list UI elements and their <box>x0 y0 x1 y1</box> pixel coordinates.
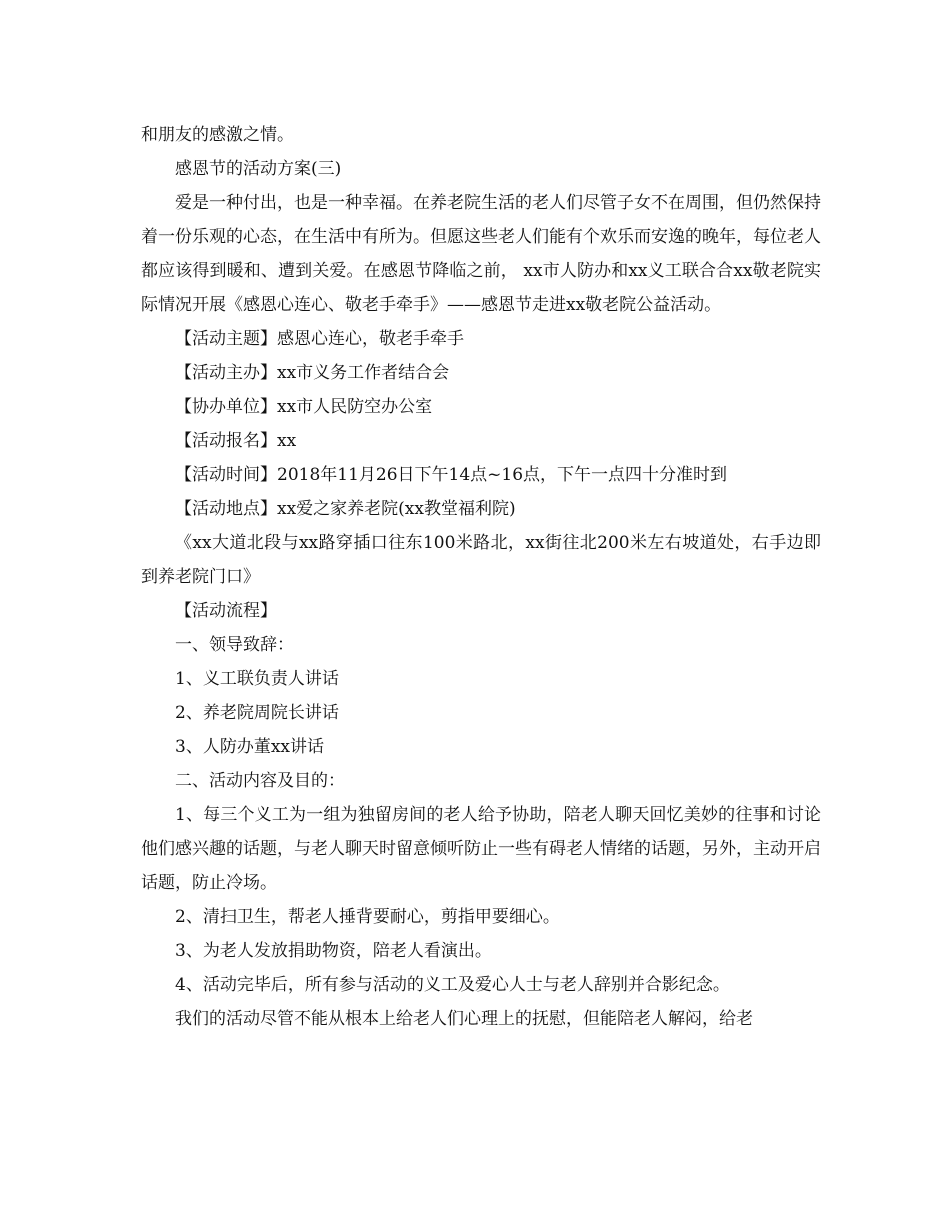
list-heading-content: 二、活动内容及目的： <box>175 771 345 791</box>
list-heading-speeches: 一、领导致辞： <box>175 635 294 655</box>
co-organizer: 【协办单位】xx市人民防空办公室 <box>175 397 433 417</box>
list-item: 3、人防办董xx讲话 <box>175 737 324 757</box>
list-item: 2、清扫卫生，帮老人捶背要耐心，剪指甲要细心。 <box>175 907 560 927</box>
activity-location: 【活动地点】xx爱之家养老院(xx教堂福利院) <box>175 499 516 519</box>
list-item: 1、义工联负责人讲话 <box>175 669 339 689</box>
paragraph-intro: 爱是一种付出，也是一种幸福。在养老院生活的老人们尽管子女不在周围，但仍然保持着一份乐观的心态，在生活中有所为。但愿这些老人们能有个欢乐而安逸的晚年，每位老人都应该得到暖和、遭到关爱。在感恩节降临之前， xx市人防办和xx义工联合合xx敬老院实际情况开展《感恩心连心、敬老手牵手》——感恩节走进xx敬老院公益活动。 <box>141 193 821 315</box>
list-item: 2、养老院周院长讲话 <box>175 703 339 723</box>
list-item: 3、为老人发放捐助物资，陪老人看演出。 <box>175 941 492 961</box>
list-item: 4、活动完毕后，所有参与活动的义工及爱心人士与老人辞别并合影纪念。 <box>175 975 730 995</box>
section-heading: 感恩节的活动方案(三) <box>175 159 342 179</box>
activity-registration: 【活动报名】xx <box>175 431 297 451</box>
list-item: 1、每三个义工为一组为独留房间的老人给予协助，陪老人聊天回忆美妙的往事和讨论他们感兴趣的话题，与老人聊天时留意倾听防止一些有碍老人情绪的话题，另外，主动开启话题，防止冷场。 <box>141 805 821 893</box>
activity-time: 【活动时间】2018年11月26日下午14点~16点，下午一点四十分准时到 <box>175 465 728 485</box>
activity-organizer: 【活动主办】xx市义务工作者结合会 <box>175 363 450 383</box>
paragraph-continuation: 和朋友的感激之情。 <box>141 125 294 145</box>
paragraph-closing: 我们的活动尽管不能从根本上给老人们心理上的抚慰，但能陪老人解闷，给老 <box>175 1009 753 1029</box>
document-body <box>141 118 821 1036</box>
location-directions: 《xx大道北段与xx路穿插口往东100米路北，xx街往北200米左右坡道处，右手边即到养老院门口》 <box>141 533 821 587</box>
activity-process-heading: 【活动流程】 <box>175 601 277 621</box>
activity-theme: 【活动主题】感恩心连心，敬老手牵手 <box>175 329 464 349</box>
